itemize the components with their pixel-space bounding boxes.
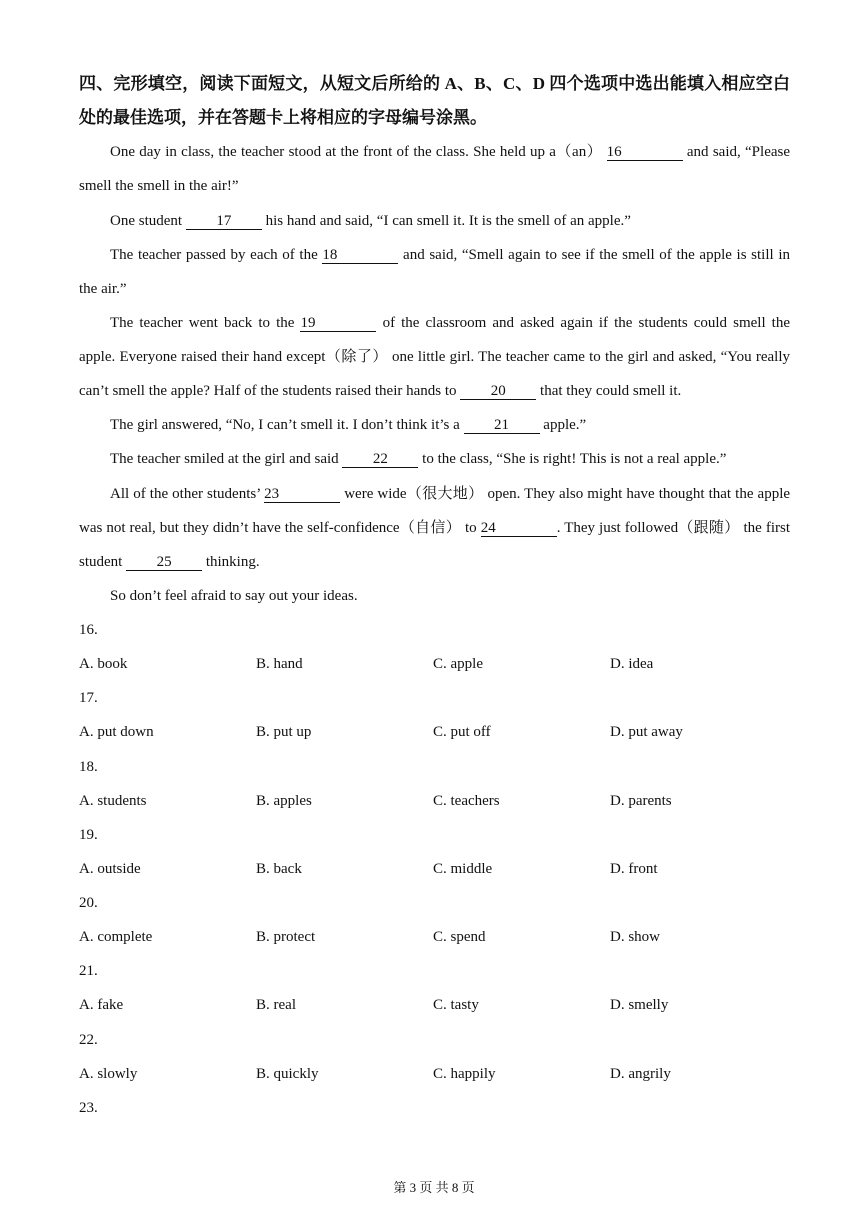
passage-line bbox=[79, 408, 790, 442]
option-c: C. tasty bbox=[433, 997, 479, 1014]
passage-text: to the class, “She is right! This is not a real apple.” bbox=[422, 451, 727, 468]
option-d: D. idea bbox=[610, 656, 654, 673]
passage-text: thinking. bbox=[205, 553, 260, 570]
option-d: D. put away bbox=[610, 724, 683, 741]
option-row bbox=[79, 647, 790, 681]
option-c: C. put off bbox=[433, 724, 491, 741]
option-c: C. middle bbox=[433, 860, 493, 877]
blank-20: 20 bbox=[460, 383, 536, 400]
option-b: B. apples bbox=[256, 792, 312, 809]
section-heading-line-2: 处的最佳选项，并在答题卡上将相应的字母编号涂黑。 bbox=[79, 108, 487, 128]
option-b: B. hand bbox=[256, 656, 303, 673]
passage-line bbox=[79, 204, 790, 238]
option-row bbox=[79, 920, 790, 954]
blank-21: 21 bbox=[464, 417, 540, 434]
blank-16: 16 bbox=[607, 144, 683, 161]
passage-line bbox=[79, 238, 790, 272]
option-d: D. smelly bbox=[610, 997, 669, 1014]
option-row bbox=[79, 1057, 790, 1091]
option-row bbox=[79, 784, 790, 818]
option-d: D. front bbox=[610, 860, 658, 877]
passage-line bbox=[79, 272, 790, 306]
passage-text: was not real, but they didn’t have the self-confidence（自信） to bbox=[79, 519, 477, 536]
option-row bbox=[79, 715, 790, 749]
option-c: C. spend bbox=[433, 929, 486, 946]
passage-line bbox=[79, 579, 790, 613]
passage-text: the air.” bbox=[79, 280, 127, 297]
option-d: D. angrily bbox=[610, 1065, 671, 1082]
passage-line bbox=[79, 374, 790, 408]
option-b: B. back bbox=[256, 860, 302, 877]
option-a: A. book bbox=[79, 656, 128, 673]
passage-line bbox=[79, 477, 790, 511]
option-c: C. apple bbox=[433, 656, 483, 673]
option-a: A. fake bbox=[79, 997, 124, 1014]
option-row bbox=[79, 988, 790, 1022]
option-a: A. put down bbox=[79, 724, 154, 741]
question-number: 20. bbox=[79, 895, 98, 911]
passage-line bbox=[79, 340, 790, 374]
passage-text: The girl answered, “No, I can’t smell it. I don’t think it’s a bbox=[110, 417, 460, 434]
question-number: 23. bbox=[79, 1099, 98, 1116]
passage-text: The teacher went back to the bbox=[110, 314, 295, 331]
passage-line bbox=[79, 511, 790, 545]
passage-text: and said, “Smell again to see if the smell of the apple is still in bbox=[403, 246, 790, 263]
passage-text: apple.” bbox=[543, 417, 587, 434]
option-a: A. slowly bbox=[79, 1065, 138, 1082]
passage-text: apple. Everyone raised their hand except（除了） one little girl. The teacher came to the girl and asked, “You really bbox=[79, 349, 790, 365]
passage-text: that they could smell it. bbox=[540, 383, 682, 400]
blank-23: 23 bbox=[264, 486, 340, 503]
passage-text: So don’t feel afraid to say out your ideas. bbox=[110, 587, 358, 604]
blank-19: 19 bbox=[300, 315, 376, 332]
page-footer: 第 3 页 共 8 页 bbox=[393, 1180, 475, 1195]
blank-24: 24 bbox=[481, 520, 557, 537]
question-number: 22. bbox=[79, 1031, 98, 1048]
section-heading-line-1: 四、完形填空，阅读下面短文，从短文后所给的 A、B、C、D 四个选项中选出能填入相应空白 bbox=[79, 74, 790, 93]
passage-text: . They just followed（跟随） the first bbox=[556, 519, 791, 536]
option-d: D. parents bbox=[610, 792, 672, 809]
passage-line bbox=[79, 545, 790, 579]
passage-text: and said, “Please bbox=[686, 144, 790, 161]
page-content bbox=[79, 67, 790, 1125]
question-number: 17. bbox=[79, 690, 98, 707]
option-b: B. put up bbox=[256, 724, 312, 741]
passage-line bbox=[79, 135, 790, 169]
passage-text: were wide（很大地） open. They also might have thought that the apple bbox=[344, 485, 791, 502]
option-b: B. quickly bbox=[256, 1065, 319, 1082]
passage-text: The teacher passed by each of the bbox=[110, 246, 318, 263]
passage-text: his hand and said, “I can smell it. It is the smell of an apple.” bbox=[265, 212, 631, 229]
question-number: 16. bbox=[79, 622, 98, 638]
passage-text: One day in class, the teacher stood at the front of the class. She held up a（an） bbox=[110, 144, 603, 161]
option-a: A. outside bbox=[79, 860, 141, 877]
option-d: D. show bbox=[610, 929, 661, 946]
option-row bbox=[79, 852, 790, 886]
question-number: 18. bbox=[79, 758, 98, 775]
option-b: B. real bbox=[256, 997, 296, 1014]
passage-line bbox=[79, 306, 790, 340]
passage-text: can’t smell the apple? Half of the students raised their hands to bbox=[79, 383, 457, 400]
option-a: A. complete bbox=[79, 929, 153, 946]
passage-text: of the classroom and asked again if the students could smell the bbox=[382, 314, 791, 331]
passage-line bbox=[79, 169, 790, 203]
blank-22: 22 bbox=[342, 451, 418, 468]
option-c: C. teachers bbox=[433, 792, 500, 809]
passage-line bbox=[79, 442, 790, 476]
blank-25: 25 bbox=[126, 554, 202, 571]
passage-text: One student bbox=[110, 212, 183, 229]
question-number: 21. bbox=[79, 963, 98, 980]
passage-text: smell the smell in the air!” bbox=[79, 178, 239, 195]
blank-18: 18 bbox=[322, 247, 398, 264]
blank-17: 17 bbox=[186, 213, 262, 230]
passage-text: student bbox=[79, 553, 123, 570]
passage-text: All of the other students’ bbox=[110, 485, 261, 502]
option-b: B. protect bbox=[256, 929, 316, 946]
passage-text: The teacher smiled at the girl and said bbox=[110, 451, 339, 468]
option-c: C. happily bbox=[433, 1065, 496, 1082]
option-a: A. students bbox=[79, 792, 147, 809]
question-number: 19. bbox=[79, 826, 98, 843]
